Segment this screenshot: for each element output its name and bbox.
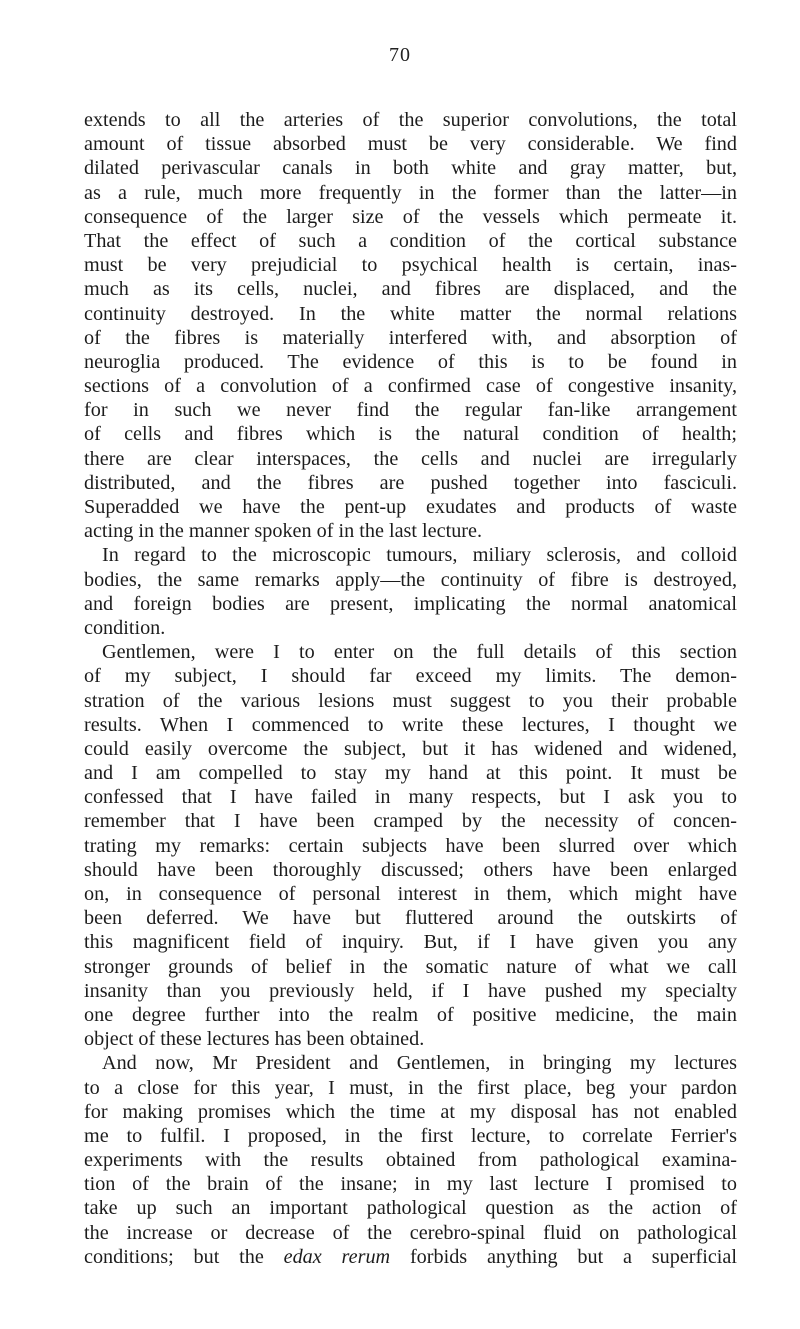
text-line: much as its cells, nuclei, and fibres are displaced, and the <box>84 278 737 301</box>
text-line: results. When I commenced to write these lectures, I thought we <box>84 713 737 736</box>
text-line: insanity than you previously held, if I have pushed my specialty <box>84 979 737 1002</box>
text-line: stration of the various lesions must suggest to you their probable <box>84 689 737 712</box>
text-line: could easily overcome the subject, but it has widened and widened, <box>84 737 737 760</box>
text-line: as a rule, much more frequently in the former than the latter—in <box>84 181 737 204</box>
text-line: to a close for this year, I must, in the first place, beg your pardon <box>84 1076 737 1099</box>
page-number: 70 <box>389 44 411 66</box>
text-line: trating my remarks: certain subjects have been slurred over which <box>84 834 737 857</box>
text-line: and foreign bodies are present, implicating the normal anatomical <box>84 592 737 615</box>
text-line: object of these lectures has been obtained. <box>84 1028 425 1051</box>
text-line: and I am compelled to stay my hand at this point. It must be <box>84 762 737 785</box>
text-line: experiments with the results obtained from pathological examina- <box>84 1149 737 1172</box>
text-line: That the effect of such a condition of the cortical substance <box>84 229 737 252</box>
text-line: on, in consequence of personal interest in them, which might have <box>84 883 737 905</box>
text-line: consequence of the larger size of the vessels which permeate it. <box>84 205 737 228</box>
text-line: extends to all the arteries of the superior convolutions, the total <box>84 109 737 131</box>
text-line: tion of the brain of the insane; in my last lecture I promised to <box>84 1173 737 1196</box>
text-line: dilated perivascular canals in both white and gray matter, but, <box>84 157 737 180</box>
text-line: amount of tissue absorbed must be very considerable. We find <box>84 133 737 156</box>
text-run: conditions; but the <box>84 1245 284 1268</box>
body-text <box>84 108 737 1269</box>
text-line: condition. <box>84 616 166 639</box>
text-line: been deferred. We have but fluttered around the outskirts of <box>84 907 737 930</box>
text-line: In regard to the microscopic tumours, miliary sclerosis, and colloid <box>102 544 737 567</box>
text-line: take up such an important pathological question as the action of <box>84 1197 737 1220</box>
text-line: remember that I have been cramped by the necessity of concen- <box>84 810 737 833</box>
text-line: should have been thoroughly discussed; others have been enlarged <box>84 858 737 881</box>
text-line: sections of a convolution of a confirmed case of congestive insanity, <box>84 375 737 398</box>
text-line: must be very prejudicial to psychical health is certain, inas- <box>84 254 737 277</box>
text-line: of the fibres is materially interfered with, and absorption of <box>84 326 737 349</box>
italic-phrase: edax rerum <box>283 1245 391 1268</box>
text-line: Gentlemen, were I to enter on the full details of this section <box>102 641 737 664</box>
text-line: bodies, the same remarks apply—the continuity of fibre is destroyed, <box>84 568 737 591</box>
text-line: this magnificent field of inquiry. But, if I have given you any <box>84 931 737 954</box>
text-line: me to fulfil. I proposed, in the first lecture, to correlate Ferrier's <box>84 1124 737 1147</box>
text-line: neuroglia produced. The evidence of this is to be found in <box>84 350 737 373</box>
text-line: of my subject, I should far exceed my limits. The demon- <box>84 665 737 688</box>
text-line: one degree further into the realm of positive medicine, the main <box>84 1003 737 1026</box>
text-run: forbids anything but a superficial <box>390 1245 737 1268</box>
text-line: of cells and fibres which is the natural condition of health; <box>84 423 737 446</box>
text-line: for making promises which the time at my disposal has not enabled <box>84 1100 737 1123</box>
text-line: there are clear interspaces, the cells and nuclei are irregularly <box>84 447 737 470</box>
text-line: distributed, and the fibres are pushed together into fasciculi. <box>84 471 737 494</box>
text-line: stronger grounds of belief in the somatic nature of what we call <box>84 955 737 978</box>
text-line: continuity destroyed. In the white matter the normal relations <box>84 302 737 325</box>
text-line <box>84 1245 737 1269</box>
text-line: confessed that I have failed in many respects, but I ask you to <box>84 786 737 809</box>
text-line: the increase or decrease of the cerebro-spinal fluid on pathological <box>84 1221 737 1244</box>
text-line: Superadded we have the pent-up exudates and products of waste <box>84 496 737 518</box>
text-line: acting in the manner spoken of in the last lecture. <box>84 520 483 543</box>
text-line: And now, Mr President and Gentlemen, in bringing my lectures <box>102 1052 737 1075</box>
text-line: for in such we never find the regular fan-like arrangement <box>84 399 737 422</box>
